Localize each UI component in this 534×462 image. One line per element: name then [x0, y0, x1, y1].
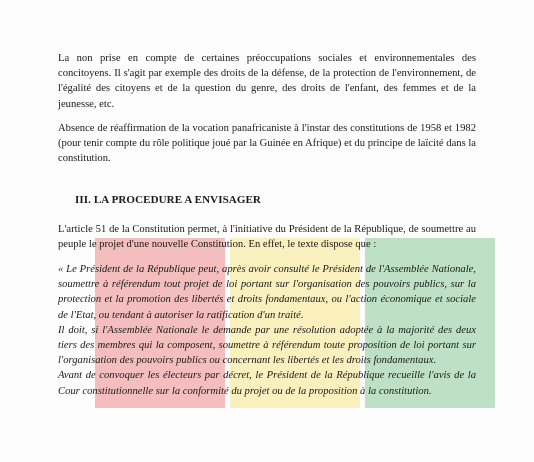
quote-paragraph-1: « Le Président de la République peut, après avoir consulté le Président de l'Assemblée Nationale, soumettre à référendum tout projet de loi portant sur l'organisation des pouvoirs publics, sur la protection et la promotion des libertés et droits fondamentaux, ou l'action économique et sociale de l'Etat, ou tendant à autoriser la ratification d'un traité. — [58, 264, 476, 321]
article-quote — [58, 262, 476, 399]
document-body — [58, 51, 476, 399]
quote-paragraph-3: Avant de convoquer les électeurs par décret, le Président de la République recueille l'avis de la Cour constitutionnelle sur la conformité du projet ou de la proposition à la constitution. — [58, 370, 476, 397]
paragraph-panafrican: Absence de réaffirmation de la vocation panafricaniste à l'instar des constitutions de 1958 et 1982 (pour tenir compte du rôle politique joué par la Guinée en Afrique) et du principe de laïcité dans la constitution. — [58, 122, 476, 165]
paragraph-concerns: La non prise en compte de certaines préoccupations sociales et environnementales des concitoyens. Il s'agit par exemple des droits de la défense, de la protection de l'environnement, de l'égalité des citoyens et de la question du genre, des droits de l'enfant, des femmes et de la jeunesse, etc. — [58, 53, 476, 110]
section-heading: III. LA PROCEDURE A ENVISAGER — [75, 194, 261, 207]
quote-paragraph-2: Il doit, si l'Assemblée Nationale le demande par une résolution adoptée à la majorité des deux tiers des membres qui la composent, soumettre à référendum toute proposition de loi portant sur l'organisation des pouvoirs publics ou concernant les libertés et les droits fondamentaux. — [58, 324, 476, 367]
paragraph-article-51: L'article 51 de la Constitution permet, à l'initiative du Président de la République, de soumettre au peuple le projet d'une nouvelle Constitution. En effet, le texte dispose que : — [58, 223, 476, 250]
